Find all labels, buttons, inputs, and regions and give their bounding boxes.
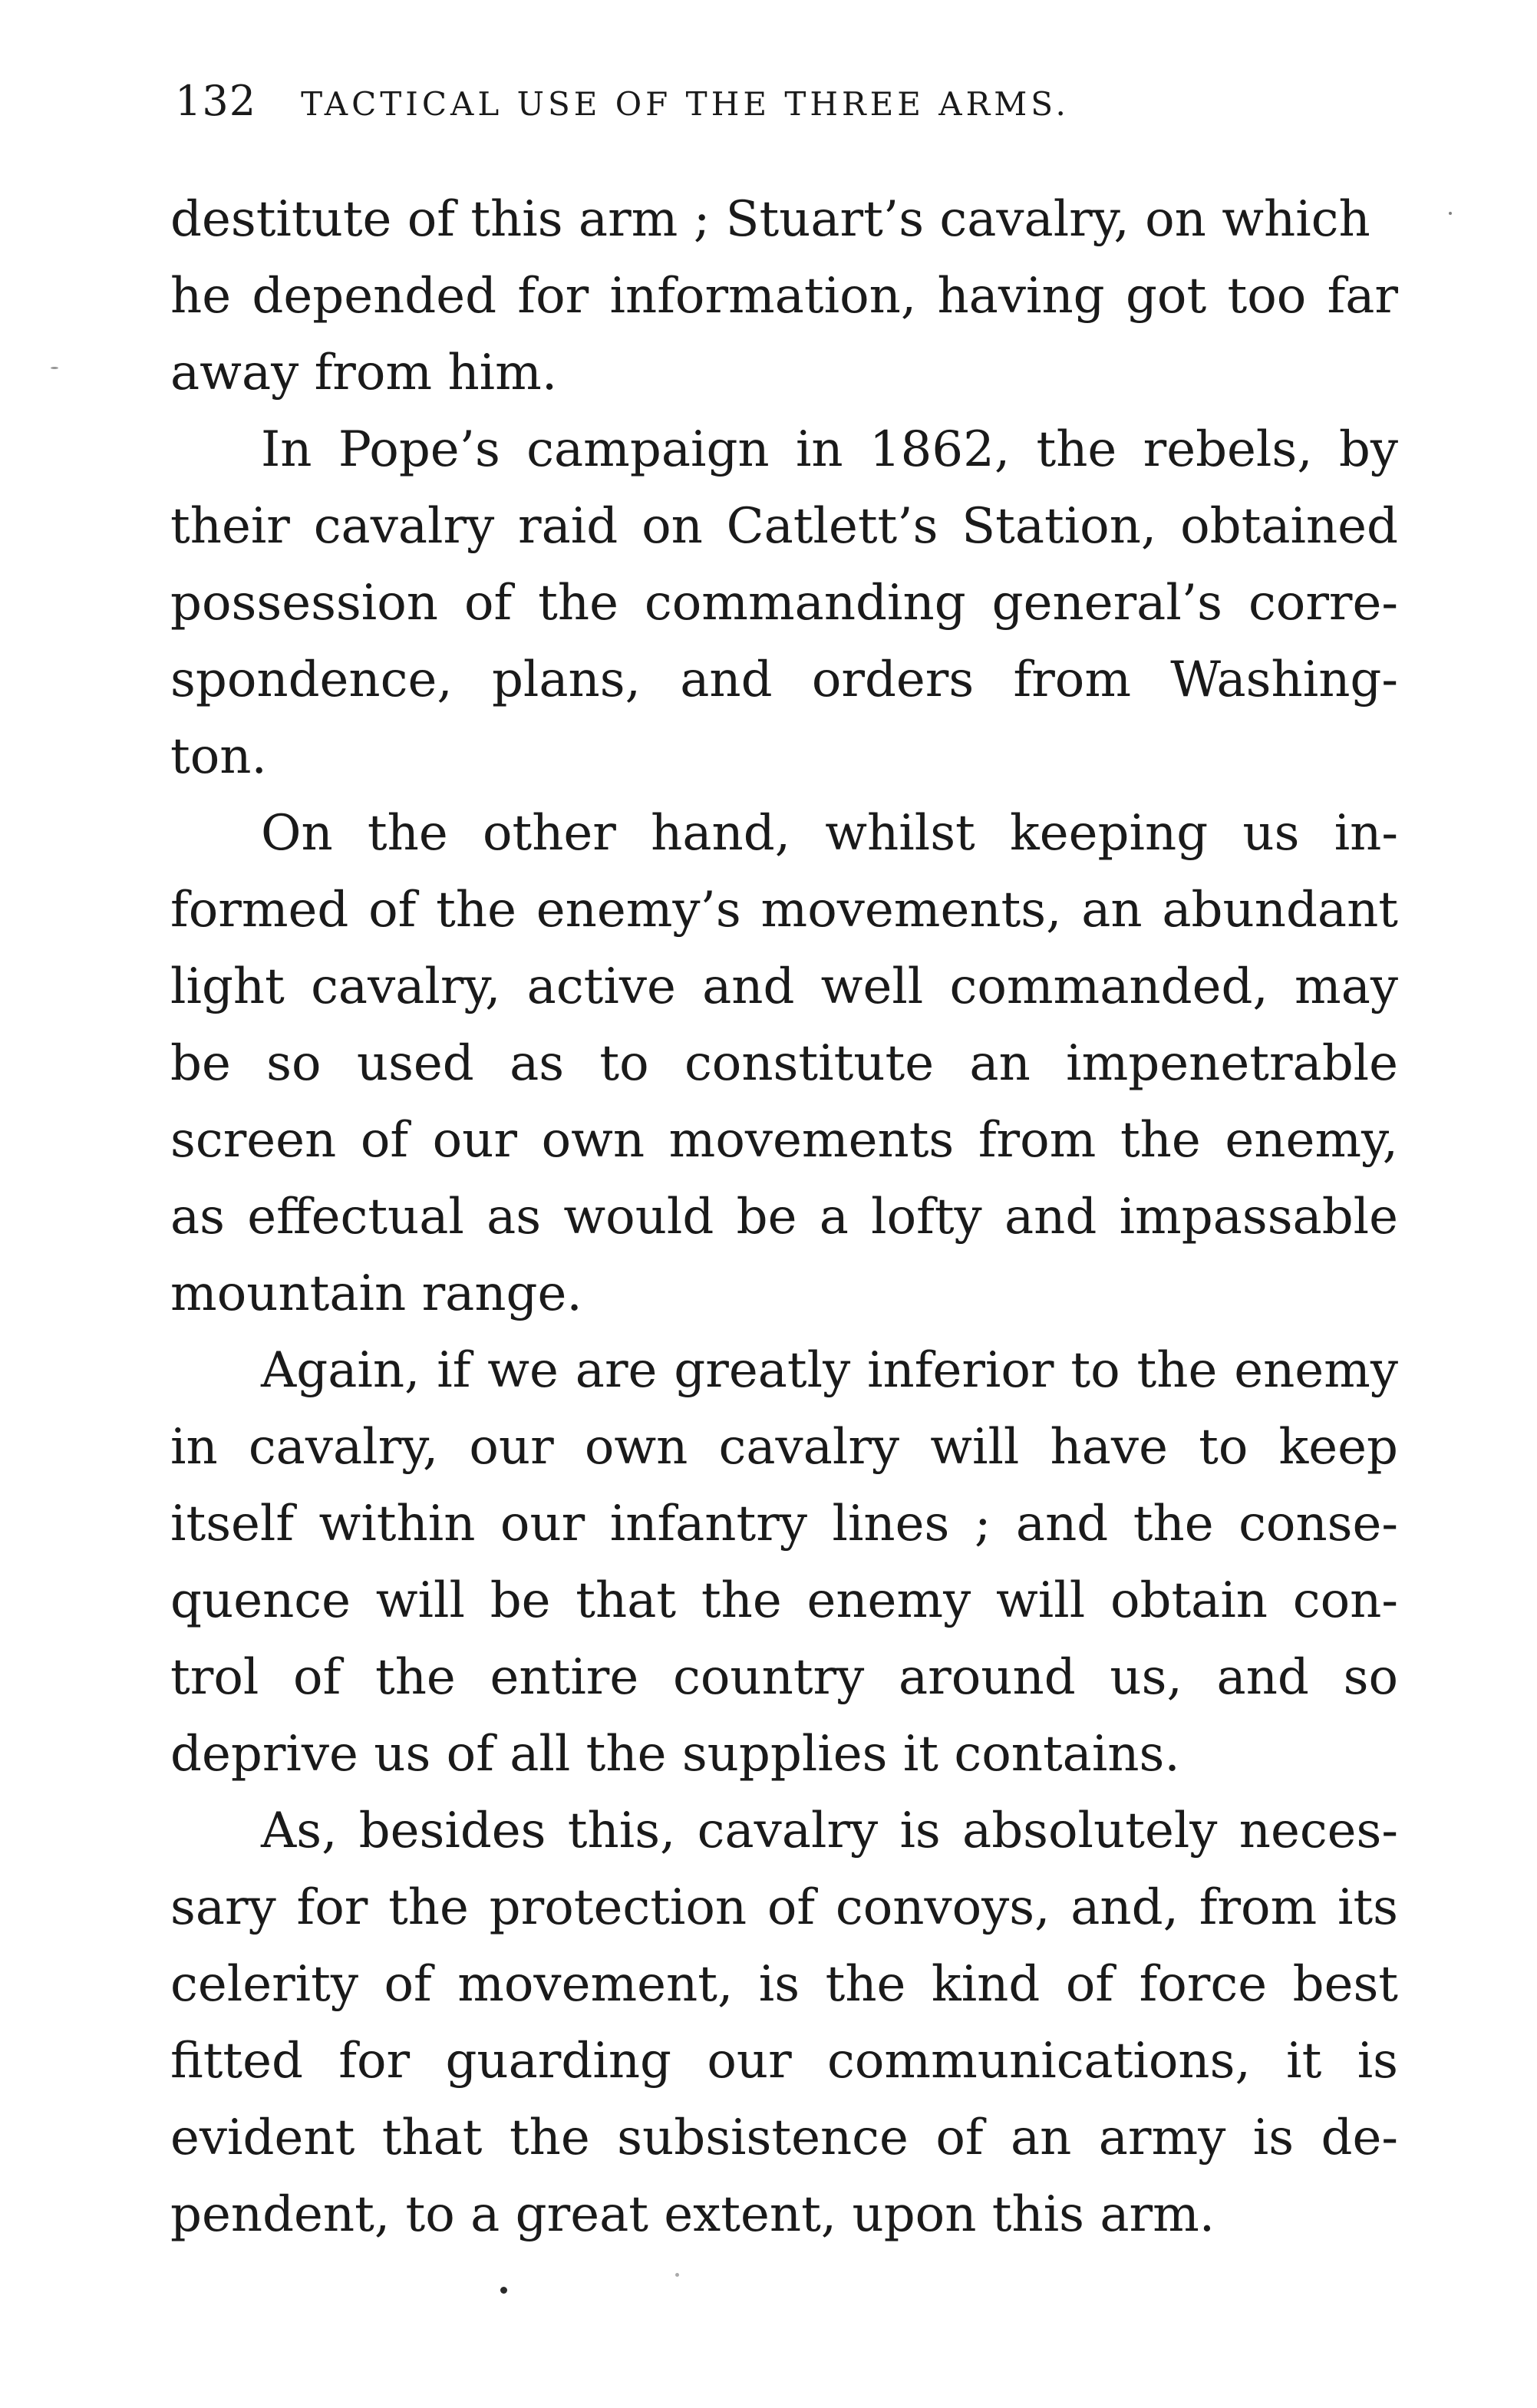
text-line: pendent, to a great extent, upon this arm. (170, 2186, 1215, 2243)
text-line: away from him. (170, 345, 558, 401)
print-speck (675, 2273, 679, 2277)
paragraph-first-line: As, besides this, cavalry is absolutely neces- (261, 1803, 1398, 1859)
text-line: mountain range. (170, 1265, 582, 1322)
text-line: evident that the subsistence of an army is de- (170, 2109, 1398, 2166)
text-line: in cavalry, our own cavalry will have to keep (170, 1419, 1398, 1476)
text-line: itself within our infantry lines ; and the conse- (170, 1496, 1398, 1552)
page-number: 132 (175, 77, 257, 125)
print-speck (500, 2287, 507, 2294)
paragraph-first-line: In Pope’s campaign in 1862, the rebels, by (261, 421, 1398, 478)
text-line: fitted for guarding our communications, it is (170, 2033, 1398, 2090)
text-line: light cavalry, active and well commanded, may (170, 958, 1398, 1015)
text-line: quence will be that the enemy will obtain con- (170, 1572, 1398, 1629)
text-line: sary for the protection of convoys, and, from its (170, 1879, 1398, 1936)
running-head (175, 77, 1403, 138)
text-line: screen of our own movements from the enemy, (170, 1112, 1398, 1169)
text-line: destitute of this arm ; Stuart’s cavalry, on which (170, 191, 1370, 248)
text-line: trol of the entire country around us, and so (170, 1649, 1398, 1706)
paragraph-first-line: On the other hand, whilst keeping us in- (261, 805, 1398, 862)
text-line: ton. (170, 728, 267, 785)
text-line: possession of the commanding general’s corre- (170, 575, 1398, 632)
text-line: celerity of movement, is the kind of force best (170, 1956, 1398, 2013)
paragraph-first-line: Again, if we are greatly inferior to the enemy (261, 1342, 1398, 1399)
text-line: their cavalry raid on Catlett’s Station, obtained (170, 498, 1398, 555)
print-speck (1449, 212, 1452, 215)
text-line: deprive us of all the supplies it contains. (170, 1726, 1180, 1783)
text-line: formed of the enemy’s movements, an abundant (170, 882, 1398, 938)
running-title: TACTICAL USE OF THE THREE ARMS. (301, 85, 1070, 123)
text-line: he depended for information, having got too far (170, 268, 1398, 325)
text-line: spondence, plans, and orders from Washing- (170, 651, 1398, 708)
body-text (170, 181, 1398, 2253)
text-line: be so used as to constitute an impenetrable (170, 1035, 1398, 1092)
print-speck (51, 367, 58, 369)
text-line: as effectual as would be a lofty and impassable (170, 1189, 1398, 1245)
